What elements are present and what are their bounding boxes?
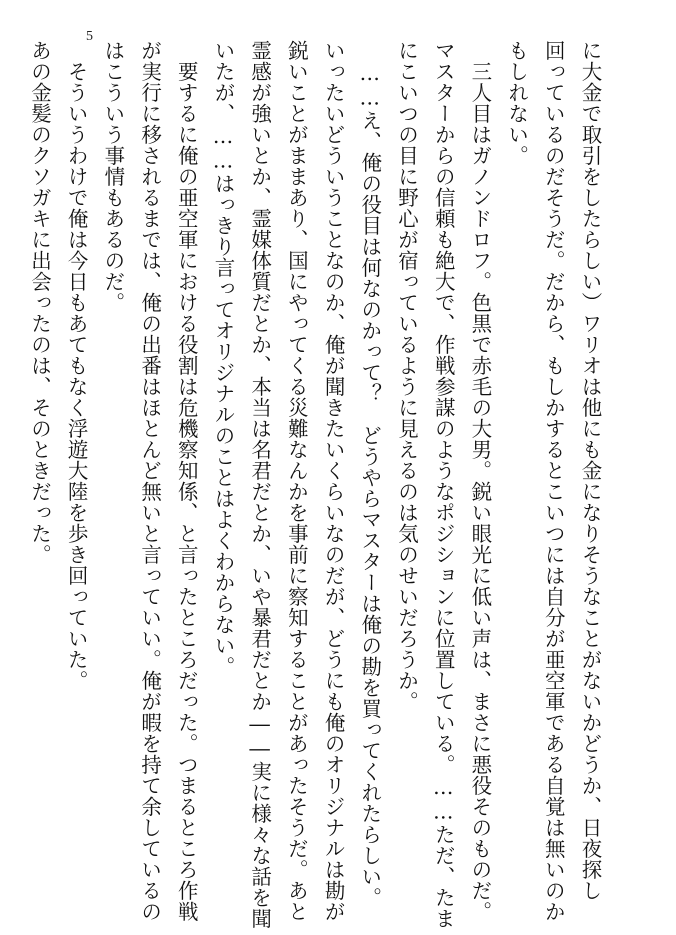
text-line: 霊感が強いとか、霊媒体質だとか、本当は名君だとか、いや暴君だとか――実に様々な話を聞 bbox=[247, 40, 272, 929]
text-line: にこいつの目に野心が宿っているように見えるのは気のせいだろうか。 bbox=[394, 40, 419, 712]
text-line: 鋭いことがままあり、国にやってくる災難なんかを事前に察知することがあったそうだ。あと bbox=[284, 40, 309, 922]
text-line: はこういう事情もあるのだ。 bbox=[100, 40, 125, 313]
text-line: 要するに俺の亜空軍における役割は危機察知係、と言ったところだった。つまるところ作戦 bbox=[174, 60, 199, 922]
text-line: ……え、俺の役目は何なのかって？ どうやらマスターは俺の勘を買ってくれたらしい。 bbox=[357, 60, 382, 908]
text-line: いたが、……はっきり言ってオリジナルのことはよくわからない。 bbox=[210, 40, 235, 677]
text-line: に大金で取引をしたらしい）ワリオは他にも金になりそうなことがないかどうか、日夜探し bbox=[578, 40, 602, 901]
text-line: が実行に移されるまでは、俺の出番はほとんど無いと言っていい。俺が暇を持て余しているの bbox=[137, 40, 162, 922]
text-line: いったいどういうことなのか、俺が聞きたいくらいなのだが、どうにも俺のオリジナルは勘が bbox=[321, 40, 346, 922]
text-line: 三人目はガノンドロフ。色黒で赤毛の大男。鋭い眼光に低い声は、まさに悪役そのものだ。 bbox=[467, 60, 492, 922]
body-text bbox=[27, 40, 608, 929]
page-number: 5 bbox=[86, 29, 93, 44]
text-line: そういうわけで俺は今日もあてもなく浮遊大陸を歩き回っていた。 bbox=[64, 60, 89, 691]
text-line: あの金髪のクソガキに出会ったのは、そのときだった。 bbox=[27, 40, 52, 565]
text-line: 回っているのだそうだ。だから、もしかするとこいつには自分が亜空軍である自覚は無いのか bbox=[541, 40, 566, 922]
text-line: マスターからの信頼も絶大で、作戦参謀のようなポジションに位置している。……ただ、たま bbox=[431, 40, 456, 929]
text-line: もしれない。 bbox=[504, 40, 529, 166]
